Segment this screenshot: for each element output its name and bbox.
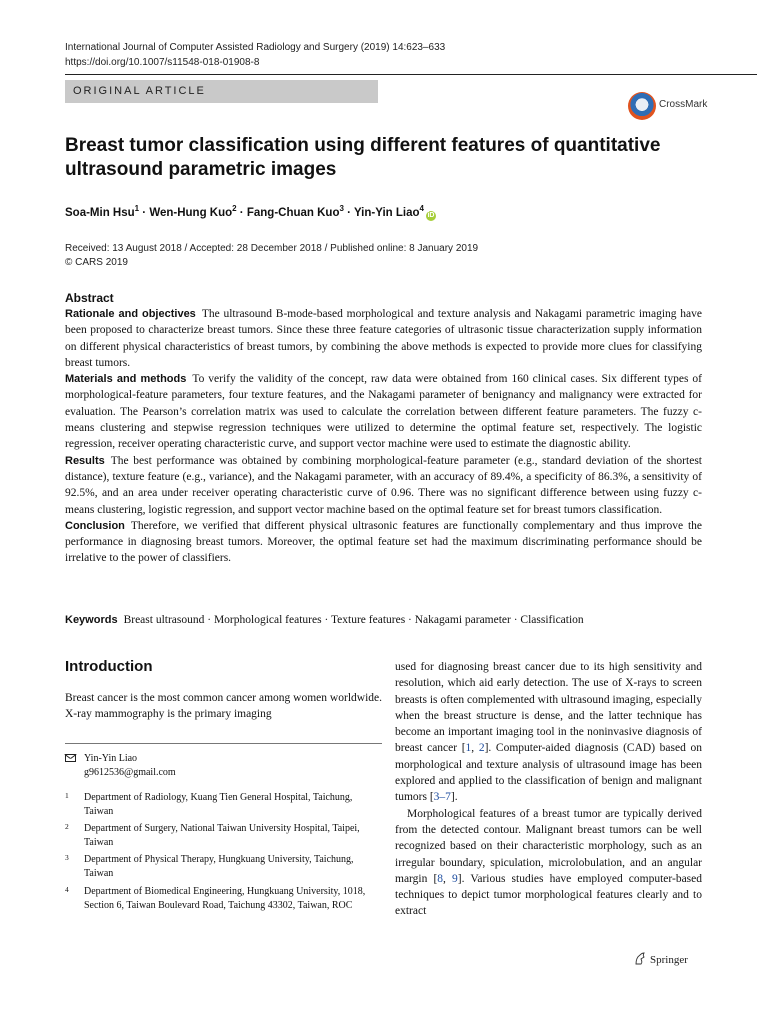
abstract-section-text: To verify the validity of the concept, raw data were obtained from 160 clinical cases. Six different types of morphological-feature parameters, four texture features, and the Nakagami parameter of benignancy and malignancy were extracted for evaluation. The Pearson’s correlation matrix was used to calculate the correlation between different feature parameters. The fuzzy c-means clustering and stepwise regression techniques were utilized to determine the optimal feature set, respectively. The logistic regression, receiver operating characteristic curve, and support vector machine were used to estimate the diagnostic ability.	[65, 373, 702, 451]
abstract-body	[65, 306, 702, 567]
author-affiliation-mark: 2	[232, 204, 237, 213]
intro-paragraph: Morphological features of a breast tumor are typically derived from the detected contour. Malignant breast tumors can be well recognized based on their characteristic morphology, such as an irregular boundary, spiculation, microlobulation, and an angular margin [8, 9]. Various studies have employed computer-based techniques to depict tumor morphological features clearly and to extract	[395, 807, 702, 918]
intro-text: ]. Computer-aided diagnosis (CAD) based on morphological and texture analysis of ultrasound image has been explored and applied to the classification of benign and malignant tumors [	[395, 742, 702, 804]
abstract-section	[65, 518, 702, 567]
footnote-rule	[65, 743, 382, 744]
keywords-text: Breast ultrasound · Morphological features · Texture features · Nakagami parameter · Classification	[123, 614, 584, 626]
copyright-notice: © CARS 2019	[65, 257, 128, 268]
keywords-label: Keywords	[65, 614, 118, 626]
mail-icon	[65, 754, 76, 762]
abstract-section	[65, 306, 702, 371]
author-affiliation-mark: 4	[419, 204, 424, 213]
springer-horse-icon	[634, 952, 646, 965]
affiliation-number: 1	[65, 791, 69, 800]
author-separator: ·	[343, 206, 354, 219]
author-name[interactable]: Fang-Chuan Kuo	[246, 206, 340, 219]
author-separator: ·	[236, 206, 247, 219]
journal-citation: International Journal of Computer Assisted Radiology and Surgery (2019) 14:623–633	[65, 42, 446, 53]
publication-dates	[65, 242, 478, 270]
affiliation-text: Department of Radiology, Kuang Tien General Hospital, Taichung, Taiwan	[84, 792, 353, 817]
crossmark-label: CrossMark	[659, 99, 708, 110]
affiliation	[65, 885, 375, 913]
abstract-section-label: Rationale and objectives	[65, 308, 196, 320]
journal-header	[65, 40, 445, 70]
abstract-section-text: The ultrasound B-mode-based morphological and texture analysis and Nakagami parametric imaging have been proposed to characterize breast tumors. Since these three feature categories of ultrasonic tissue characterization supply information on different physical characteristics of breast tumors, by combining the above methods is expected to provide more clues for classifying breast tumors.	[65, 308, 703, 369]
citation-link[interactable]: 9	[452, 872, 458, 885]
citation-link[interactable]: 3–7	[433, 791, 451, 804]
affiliation	[65, 822, 375, 850]
author-affiliation-mark: 1	[134, 204, 140, 213]
affiliation-text: Department of Biomedical Engineering, Hungkuang University, 1018, Section 6, Taiwan Boulevard Road, Taichung 43302, Taiwan, ROC	[84, 886, 366, 911]
doi-link[interactable]: https://doi.org/10.1007/s11548-018-01908-8	[65, 57, 260, 68]
keywords	[65, 614, 725, 626]
crossmark-badge[interactable]	[628, 92, 758, 124]
intro-text: ].	[450, 791, 458, 804]
intro-text: Morphological features of a breast tumor are typically derived from the detected contour. Malignant breast tumors can be well recognized based on their characteristic morphology, such as an irregular boundary, spiculation, microlobulation, and an angular margin [	[395, 807, 702, 885]
author-name[interactable]: Wen-Hung Kuo	[149, 206, 233, 219]
intro-text: used for diagnosing breast cancer due to its high sensitivity and resolution, which aid early detection. The use of X-rays to screen breasts is often complemented with ultrasound imaging, especially when the breast structure is dense, and the latter technique has become an important imaging tool in the noninvasive diagnosis of breast cancer [	[395, 661, 702, 755]
affiliation-number: 4	[65, 885, 69, 894]
author-name[interactable]: Soa-Min Hsu	[65, 206, 135, 219]
crossmark-icon	[628, 92, 656, 120]
author-name[interactable]: Yin-Yin Liao	[353, 206, 420, 219]
citation-link[interactable]: 1	[465, 742, 472, 755]
abstract-section	[65, 371, 702, 452]
citation-link[interactable]: 2	[478, 742, 485, 755]
abstract-section-label: Conclusion	[65, 519, 125, 532]
intro-left-paragraph: Breast cancer is the most common cancer among women worldwide. X-ray mammography is the primary imaging	[65, 692, 382, 721]
abstract-section-label: Materials and methods	[65, 373, 187, 386]
publisher-name: Springer	[650, 954, 688, 966]
author-list	[65, 204, 436, 221]
abstract-heading: Abstract	[65, 291, 114, 305]
publisher-logo	[634, 952, 688, 966]
affiliation-text: Department of Surgery, National Taiwan University Hospital, Taipei, Taiwan	[84, 823, 360, 848]
intro-right-column	[395, 659, 702, 920]
affiliation-number: 3	[65, 853, 69, 862]
abstract-section	[65, 453, 702, 518]
citation-link[interactable]: 8	[437, 872, 444, 885]
abstract-section-text: Therefore, we verified that different physical ultrasonic features are functionally complementary and thus improve the performance in diagnosing breast tumors. Moreover, the optimal feature set had the maximum discriminating performance should be irrelative to the power of classifiers.	[65, 519, 702, 565]
article-type-banner: ORIGINAL ARTICLE	[65, 80, 378, 103]
intro-text: ]. Various studies have employed computer-based techniques to depict tumor morphological features clearly and to extract	[395, 872, 702, 918]
affiliation-number: 2	[65, 822, 69, 831]
author-separator: ·	[139, 206, 150, 219]
affiliation-text: Department of Physical Therapy, Hungkuang University, Taichung, Taiwan	[84, 854, 354, 879]
affiliation	[65, 791, 375, 819]
abstract-section-label: Results	[65, 454, 105, 467]
corresponding-author: Yin-Yin Liao	[84, 753, 138, 764]
corresponding-email[interactable]: g9612536@gmail.com	[84, 767, 176, 778]
affiliation	[65, 853, 375, 881]
intro-paragraph: used for diagnosing breast cancer due to its high sensitivity and resolution, which aid early detection. The use of X-rays to screen breasts is often complemented with ultrasound imaging, especially when the breast structure is dense, and the latter technique has become an important imaging tool in the noninvasive diagnosis of breast cancer [1, 2]. Computer-aided diagnosis (CAD) based on morphological and texture analysis of ultrasound image has been explored and applied to the classification of benign and malignant tumors [3–7].	[395, 661, 702, 804]
section-heading-introduction: Introduction	[65, 658, 153, 675]
header-rule	[65, 74, 757, 75]
author-affiliation-mark: 3	[339, 204, 344, 213]
abstract-section-text: The best performance was obtained by combining morphological-feature parameter (e.g., standard deviation of the shortest distance), texture feature (e.g., variance), and the Nakagami parameter, with an accuracy of 89.4%, a specificity of 86.3%, a sensitivity of 92.5%, and an area under receiver operating characteristic curve of 0.96. There was no significant difference between using fuzzy c-means clustering, logistic regression, and support vector machine based on the optimal feature set for breast tumors classification.	[65, 454, 702, 516]
orcid-icon[interactable]: iD	[427, 211, 435, 219]
paper-title: Breast tumor classification using different features of quantitative ultrasound parametric images	[65, 135, 661, 180]
history-dates: Received: 13 August 2018 / Accepted: 28 December 2018 / Published online: 8 January 2019	[65, 243, 479, 254]
